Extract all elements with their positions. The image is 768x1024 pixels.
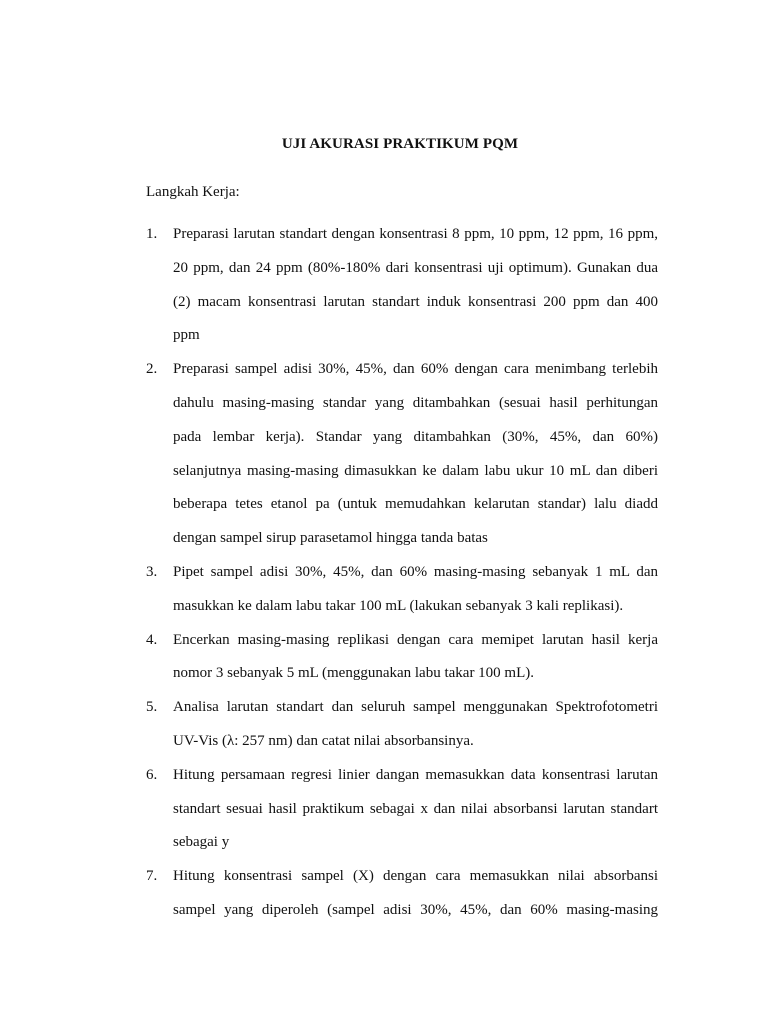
step-text-line: (2) macam konsentrasi larutan standart induk konsentrasi 200 ppm dan 400 [173, 293, 658, 310]
step-text-line: standart sesuai hasil praktikum sebagai x dan nilai absorbansi larutan standart [173, 800, 658, 817]
step-text-line: Pipet sampel adisi 30%, 45%, dan 60% masing-masing sebanyak 1 mL dan [173, 563, 658, 580]
step-text-line: UV-Vis (λ: 257 nm) dan catat nilai absorbansinya. [173, 732, 474, 749]
step-item [146, 218, 658, 353]
step-text-line: nomor 3 sebanyak 5 mL (menggunakan labu takar 100 mL). [173, 665, 535, 682]
step-number: 5. [146, 699, 158, 716]
step-text-line: Preparasi sampel adisi 30%, 45%, dan 60% dengan cara menimbang terlebih [173, 361, 658, 378]
step-item [146, 759, 658, 860]
step-text-line: masukkan ke dalam labu takar 100 mL (lakukan sebanyak 3 kali replikasi). [173, 597, 624, 614]
step-text-line: Hitung konsentrasi sampel (X) dengan cara memasukkan nilai absorbansi [173, 868, 658, 885]
step-number: 7. [146, 868, 158, 885]
step-text-line: ppm [173, 327, 200, 344]
section-heading: Langkah Kerja: [146, 184, 240, 200]
step-number: 3. [146, 563, 158, 580]
step-item [146, 556, 658, 624]
document-title: UJI AKURASI PRAKTIKUM PQM [281, 136, 519, 152]
step-text-line: Hitung persamaan regresi linier dangan memasukkan data konsentrasi larutan [173, 766, 658, 783]
step-number: 6. [146, 766, 158, 783]
steps-list [146, 218, 658, 928]
step-text-line: 20 ppm, dan 24 ppm (80%-180% dari konsentrasi uji optimum). Gunakan dua [173, 259, 658, 276]
step-text-line: selanjutnya masing-masing dimasukkan ke dalam labu ukur 10 mL dan diberi [173, 462, 658, 479]
step-item [146, 624, 658, 692]
step-item [146, 860, 658, 928]
step-text-line: pada lembar kerja). Standar yang ditambahkan (30%, 45%, dan 60%) [173, 428, 658, 445]
step-number: 4. [146, 631, 158, 648]
step-text-line: Analisa larutan standart dan seluruh sampel menggunakan Spektrofotometri [173, 699, 658, 716]
step-number: 1. [146, 226, 158, 242]
step-text-line: sampel yang diperoleh (sampel adisi 30%, 45%, dan 60% masing-masing [173, 901, 658, 918]
step-text-line: Preparasi larutan standart dengan konsentrasi 8 ppm, 10 ppm, 12 ppm, 16 ppm, [173, 226, 658, 242]
step-item [146, 691, 658, 759]
step-number: 2. [146, 361, 158, 378]
step-text-line: Encerkan masing-masing replikasi dengan cara memipet larutan hasil kerja [173, 631, 658, 648]
step-text-line: sebagai y [173, 834, 230, 851]
step-item [146, 353, 658, 556]
step-text-line: beberapa tetes etanol pa (untuk memudahkan kelarutan standar) lalu diadd [173, 496, 658, 513]
step-text-line: dahulu masing-masing standar yang ditambahkan (sesuai hasil perhitungan [173, 394, 658, 411]
step-text-line: dengan sampel sirup parasetamol hingga tanda batas [173, 530, 488, 547]
